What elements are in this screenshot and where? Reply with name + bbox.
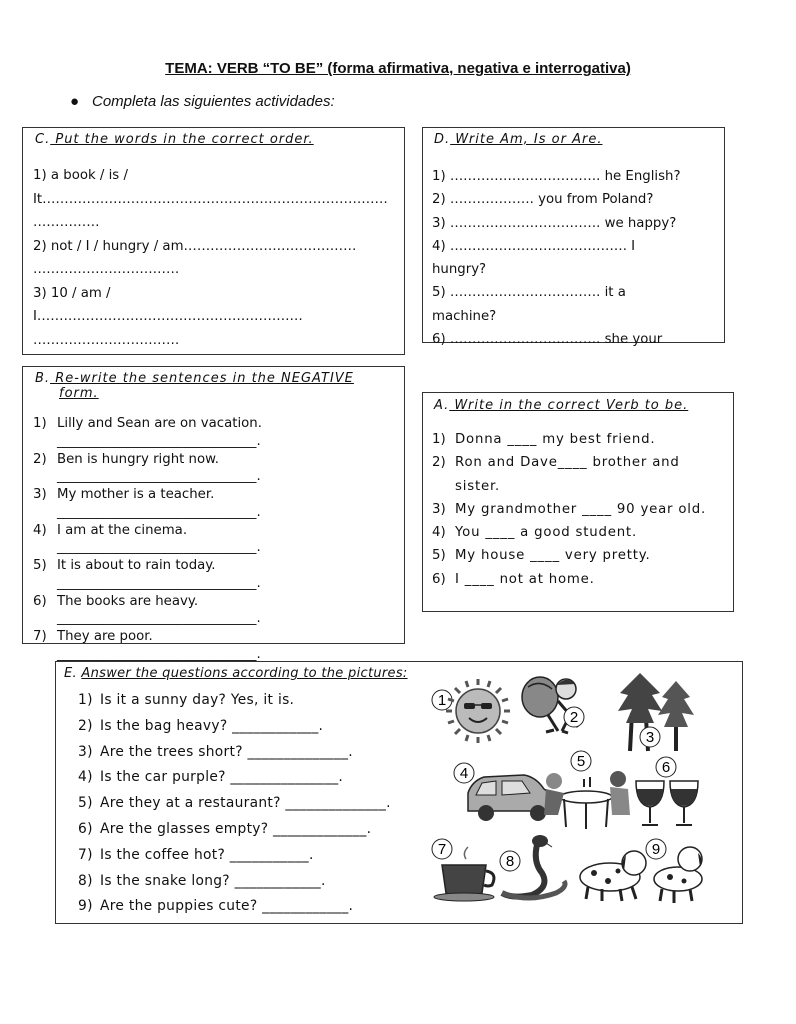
item-number: 2) <box>78 717 93 734</box>
section-b-item <box>33 522 394 557</box>
section-d-letter: D. <box>434 132 451 147</box>
section-a-item[interactable] <box>432 521 724 544</box>
section-d-line: machine? <box>432 308 497 324</box>
section-e-pictures <box>430 673 710 911</box>
item-sentence: The books are heavy. <box>57 593 199 609</box>
section-b-heading-line2 <box>35 386 394 401</box>
item-sentence: Ben is hungry right now. <box>57 451 220 467</box>
item-sentence: They are poor. <box>57 629 153 644</box>
item-sentence[interactable]: Donna ____ my best friend. <box>455 432 656 447</box>
picture-number-4 <box>454 763 474 783</box>
svg-text:3: 3 <box>645 729 655 746</box>
section-a-item[interactable] <box>432 428 724 451</box>
section-a-heading <box>434 398 724 413</box>
svg-text:2: 2 <box>569 709 579 726</box>
section-a-item[interactable] <box>432 544 724 567</box>
item-number: 2) <box>33 451 47 467</box>
section-d-box <box>422 127 725 348</box>
item-question[interactable]: Is the bag heavy? ____________. <box>100 717 324 734</box>
answer-blank[interactable]: ______________________________. <box>57 575 261 591</box>
section-b-item <box>33 415 394 450</box>
item-sentence[interactable]: My grandmother ____ 90 year old. <box>455 501 707 517</box>
item-question[interactable]: Is the coffee hot? ___________. <box>100 846 314 863</box>
instruction <box>70 93 335 110</box>
picture-number-6 <box>656 757 676 777</box>
section-b-box <box>22 366 405 662</box>
item-number: 3) <box>33 487 47 502</box>
puppies-icon <box>580 847 702 903</box>
item-number: 2) <box>432 455 446 471</box>
item-sentence: Lilly and Sean are on vacation. <box>57 416 262 431</box>
svg-text:4: 4 <box>459 765 469 782</box>
wine-glasses-icon <box>636 781 698 825</box>
instruction-text: Completa las siguientes actividades: <box>92 93 335 110</box>
section-c-box <box>22 127 405 355</box>
item-question[interactable]: Are the puppies cute? ____________. <box>100 898 354 915</box>
item-number: 4) <box>432 525 446 541</box>
item-number: 3) <box>432 501 446 517</box>
section-b-item <box>33 628 394 663</box>
svg-text:5: 5 <box>576 753 586 770</box>
item-number: 5) <box>78 795 93 812</box>
section-c-line[interactable]: I…………………………………………………… <box>33 309 303 324</box>
section-c-heading <box>35 132 394 147</box>
section-d-line[interactable]: 6) ……………………………. she your <box>432 332 663 348</box>
section-b-item <box>33 451 394 486</box>
item-number: 5) <box>33 558 47 573</box>
section-c-heading-text: Put the words in the correct order. <box>50 132 314 147</box>
section-c-line[interactable]: …………… <box>33 215 100 230</box>
section-e-heading-text: Answer the questions according to the pictures: <box>81 666 408 681</box>
section-c-line: 1) a book / is / <box>33 168 128 183</box>
item-number: 5) <box>432 548 446 564</box>
item-number: 6) <box>432 571 446 587</box>
section-d-line: hungry? <box>432 262 487 278</box>
section-d-line[interactable]: 2) ………………. you from Poland? <box>432 192 654 208</box>
picture-number-8 <box>500 851 520 871</box>
item-number: 7) <box>33 629 47 644</box>
item-number: 4) <box>78 769 93 786</box>
item-number: 4) <box>33 522 47 538</box>
svg-text:9: 9 <box>651 841 661 858</box>
section-a-item[interactable] <box>432 451 724 498</box>
section-c-line[interactable]: …………………………… <box>33 262 180 277</box>
item-number: 6) <box>33 593 47 609</box>
section-d-line[interactable]: 3) ……………………………. we happy? <box>432 215 677 231</box>
section-b-item <box>33 486 394 521</box>
picture-number-9 <box>646 839 666 859</box>
section-a-heading-text: Write in the correct Verb to be. <box>449 398 689 413</box>
item-question[interactable]: Are the trees short? ______________. <box>100 743 353 760</box>
answer-blank[interactable]: ______________________________. <box>57 611 261 626</box>
item-number: 6) <box>78 820 93 837</box>
answer-blank[interactable]: ______________________________. <box>57 540 261 555</box>
section-b-heading <box>35 371 394 386</box>
section-d-line[interactable]: 1) ……………………………. he English? <box>432 169 681 184</box>
item-question[interactable]: Are they at a restaurant? ______________. <box>100 795 391 812</box>
section-d-line[interactable]: 4) …………………………………. I <box>432 238 636 254</box>
item-sentence: I am at the cinema. <box>57 522 188 538</box>
section-a-box <box>422 392 734 612</box>
item-number: 1) <box>432 432 446 447</box>
item-sentence[interactable]: Ron and Dave____ brother and sister. <box>455 455 680 494</box>
picture-number-5 <box>571 751 591 771</box>
section-d-heading-text: Write Am, Is or Are. <box>450 132 603 147</box>
item-question[interactable]: Is the car purple? _______________. <box>100 769 344 786</box>
answer-blank[interactable]: ______________________________. <box>57 504 261 520</box>
section-b-letter: B. <box>35 371 51 386</box>
section-a-item[interactable] <box>432 498 724 521</box>
item-question[interactable]: Are the glasses empty? _____________. <box>100 820 372 837</box>
section-d-heading <box>434 132 715 147</box>
item-number: 1) <box>78 692 93 708</box>
item-question[interactable]: Is it a sunny day? Yes, it is. <box>100 692 295 708</box>
section-a-item[interactable] <box>432 568 724 591</box>
section-d-line[interactable]: 5) ……………………………. it a <box>432 285 626 301</box>
section-e-letter: E. <box>64 666 77 681</box>
answer-blank[interactable]: ______________________________. <box>57 469 261 484</box>
item-sentence[interactable]: I ____ not at home. <box>455 571 595 587</box>
page-title: TEMA: VERB “TO BE” (forma afirmativa, negativa e interrogativa) <box>165 60 631 77</box>
picture-number-3 <box>640 727 660 747</box>
section-c-letter: C. <box>35 132 51 147</box>
item-number: 7) <box>78 846 93 863</box>
svg-text:7: 7 <box>437 841 447 858</box>
picture-number-7 <box>432 839 452 859</box>
svg-text:1: 1 <box>437 692 447 709</box>
restaurant-couple-icon <box>544 771 630 829</box>
section-c-line[interactable]: …………………………… <box>33 332 180 348</box>
svg-text:8: 8 <box>505 853 515 870</box>
section-b-item <box>33 557 394 592</box>
item-number: 3) <box>78 743 93 760</box>
item-question[interactable]: Is the snake long? ____________. <box>100 872 326 889</box>
section-b-heading-text: Re-write the sentences in the NEGATIVE <box>50 371 354 386</box>
section-c-line[interactable]: It…………………………………………………………………… <box>33 191 388 207</box>
item-number: 8) <box>78 872 93 889</box>
sun-icon <box>446 679 510 743</box>
answer-blank[interactable]: ______________________________. <box>57 646 261 662</box>
bullet-icon: ● <box>70 93 80 110</box>
item-sentence: My mother is a teacher. <box>57 487 215 502</box>
item-number: 1) <box>33 416 47 431</box>
section-a-letter: A. <box>434 398 450 413</box>
section-c-line[interactable]: 2) not / I / hungry / am………………………………… <box>33 238 357 254</box>
section-c-line: 3) 10 / am / <box>33 285 111 301</box>
item-sentence[interactable]: My house ____ very pretty. <box>455 548 651 564</box>
svg-text:6: 6 <box>661 759 671 776</box>
picture-number-2 <box>564 707 584 727</box>
section-b-item <box>33 593 394 628</box>
section-b-heading-text2: form. <box>59 386 99 401</box>
item-number: 9) <box>78 898 93 915</box>
answer-blank[interactable]: ______________________________. <box>57 433 261 449</box>
item-sentence[interactable]: You ____ a good student. <box>455 525 637 541</box>
item-sentence: It is about to rain today. <box>57 558 216 573</box>
